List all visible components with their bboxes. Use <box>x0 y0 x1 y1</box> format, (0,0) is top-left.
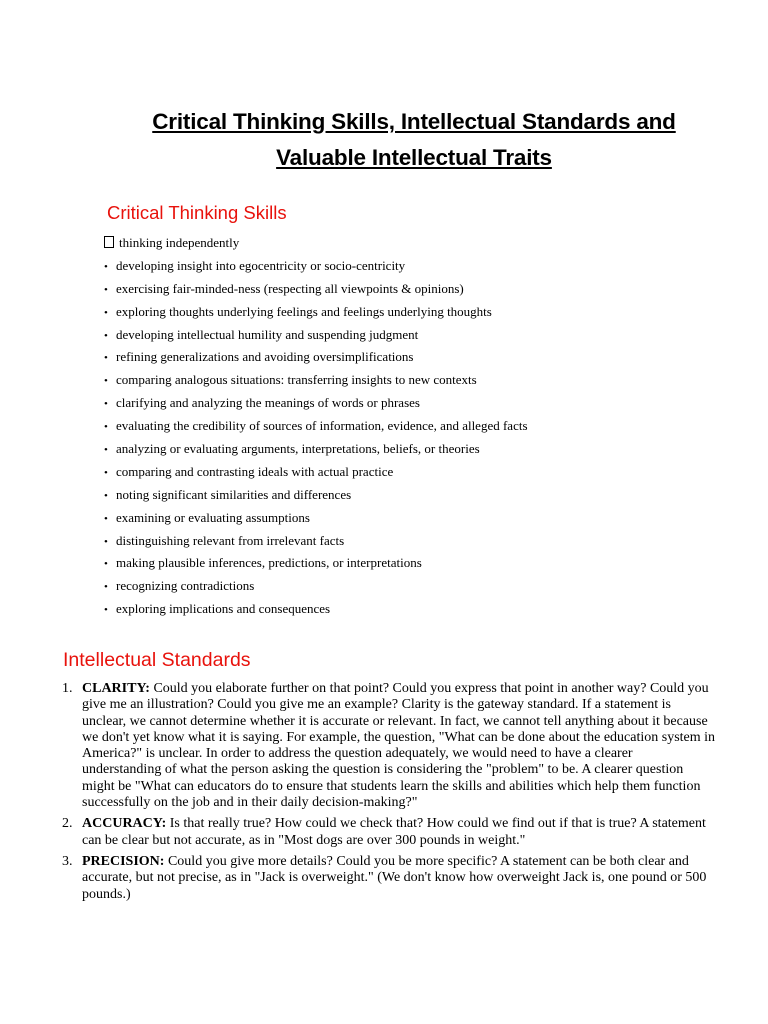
standard-number: 2. <box>62 816 73 832</box>
skill-list-item <box>104 438 528 461</box>
skill-list-item <box>104 415 528 438</box>
standard-term: PRECISION: <box>82 853 165 869</box>
standard-text-line <box>72 816 752 832</box>
standard-term: ACCURACY: <box>82 816 167 832</box>
standard-text-line <box>72 795 752 811</box>
standard-line-text: accurate, but not precise, as in "Jack is overweight." (We don't know how overweight Jack is, one pound or 500 <box>82 870 707 886</box>
missing-glyph-box-icon <box>104 236 114 248</box>
skill-text: noting significant similarities and differences <box>116 486 352 502</box>
document-title-line-2: Valuable Intellectual Traits <box>276 145 552 170</box>
skill-text: refining generalizations and avoiding oversimplifications <box>116 349 414 365</box>
intellectual-standards-list <box>62 681 752 908</box>
critical-thinking-skills-heading: Critical Thinking Skills <box>107 202 287 223</box>
skill-list-item <box>104 461 528 484</box>
skill-list-item <box>104 369 528 392</box>
skill-text: exercising fair-minded-ness (respecting all viewpoints & opinions) <box>116 280 464 296</box>
standard-text-line <box>72 854 752 870</box>
skill-list-item <box>104 392 528 415</box>
document-title <box>60 104 768 176</box>
standard-line-text: might be "What can educators do to ensure that students learn the skills and abilities which help them function <box>82 778 701 794</box>
document-title-line-1: Critical Thinking Skills, Intellectual Standards and <box>152 109 676 134</box>
bullet-icon: • <box>104 421 108 434</box>
skill-list-item <box>104 484 528 507</box>
skill-text: thinking independently <box>119 235 240 250</box>
bullet-icon: • <box>104 375 108 388</box>
skill-text: distinguishing relevant from irrelevant facts <box>116 532 345 548</box>
skill-text: comparing analogous situations: transferring insights to new contexts <box>116 372 477 388</box>
skill-list-item <box>104 301 528 324</box>
skill-list-item <box>104 346 528 369</box>
skill-text: analyzing or evaluating arguments, interpretations, beliefs, or theories <box>116 441 480 457</box>
standard-line-text: successfully on the job and in their daily decision-making?" <box>82 795 418 811</box>
bullet-icon: • <box>104 535 108 548</box>
skill-text: examining or evaluating assumptions <box>116 509 310 525</box>
standard-text-line <box>72 746 752 762</box>
standard-text-line <box>72 730 752 746</box>
skill-text: evaluating the credibility of sources of information, evidence, and alleged facts <box>116 418 528 434</box>
bullet-icon: • <box>104 489 108 502</box>
skill-text: making plausible inferences, predictions, or interpretations <box>116 555 422 571</box>
standard-line-text: Could you elaborate further on that point? Could you express that point in another way? Could you <box>153 681 709 696</box>
standard-body <box>72 681 752 811</box>
skill-text: developing insight into egocentricity or socio-centricity <box>116 257 406 273</box>
bullet-icon: • <box>104 398 108 411</box>
intellectual-standards-heading: Intellectual Standards <box>63 649 251 671</box>
skill-list-item <box>104 324 528 347</box>
standard-text-line <box>72 681 752 697</box>
skill-text: clarifying and analyzing the meanings of words or phrases <box>116 395 420 411</box>
skill-text: exploring implications and consequences <box>116 601 331 617</box>
bullet-icon: • <box>104 260 108 273</box>
bullet-icon: • <box>104 306 108 319</box>
standard-body <box>72 854 752 903</box>
skill-list-item <box>104 507 528 530</box>
skill-text: comparing and contrasting ideals with actual practice <box>116 463 394 479</box>
skill-text: recognizing contradictions <box>116 578 255 594</box>
skill-list-item <box>104 530 528 553</box>
standard-text-line <box>72 833 752 849</box>
standard-line-text: give me an illustration? Could you give me an example? Clarity is the gateway standard. If a statement is <box>82 697 671 713</box>
bullet-icon: • <box>104 329 108 342</box>
skill-list-item <box>104 598 528 621</box>
standard-line-text: understanding of what the person asking the question is considering the "problem" to be. A clearer question <box>82 762 684 778</box>
bullet-icon: • <box>104 283 108 296</box>
bullet-icon: • <box>104 352 108 365</box>
skill-list-item <box>104 575 528 598</box>
bullet-icon: • <box>104 512 108 525</box>
skill-list-item <box>104 552 528 575</box>
skill-list-item <box>104 232 528 255</box>
skill-text: developing intellectual humility and suspending judgment <box>116 326 419 342</box>
standard-list-item <box>62 816 752 849</box>
standard-line-text: can be clear but not accurate, as in "Most dogs are over 300 pounds in weight." <box>82 832 526 848</box>
standard-text-line <box>72 762 752 778</box>
standard-body <box>72 816 752 849</box>
standard-line-text: unclear, we cannot determine whether it is accurate or relevant. In fact, we cannot tell anything about it because <box>82 713 708 729</box>
standard-line-text: we don't yet know what it is saying. For example, the question, "What can be done about the education system in <box>82 729 716 745</box>
standard-list-item <box>62 681 752 811</box>
standard-line-text: Could you give more details? Could you be more specific? A statement can be both clear and <box>167 853 689 869</box>
standard-text-line <box>72 887 752 903</box>
bullet-icon: • <box>104 581 108 594</box>
bullet-icon: • <box>104 558 108 571</box>
skill-list-item <box>104 255 528 278</box>
standard-text-line <box>72 714 752 730</box>
standard-text-line <box>72 870 752 886</box>
bullet-icon: • <box>104 604 108 617</box>
bullet-icon: • <box>104 466 108 479</box>
standard-line-text: pounds.) <box>82 886 131 902</box>
standard-text-line <box>72 779 752 795</box>
standard-list-item <box>62 854 752 903</box>
standard-term: CLARITY: <box>82 681 150 696</box>
standard-line-text: America?" is unclear. In order to address the question adequately, we would need to have a clearer <box>82 746 633 762</box>
critical-thinking-skills-list <box>104 232 528 621</box>
standard-number: 3. <box>62 853 73 869</box>
standard-number: 1. <box>62 681 73 696</box>
bullet-icon: • <box>104 444 108 457</box>
skill-text: exploring thoughts underlying feelings and feelings underlying thoughts <box>116 303 492 319</box>
standard-line-text: Is that really true? How could we check that? How could we find out if that is true? A statement <box>169 816 706 832</box>
skill-list-item <box>104 278 528 301</box>
standard-text-line <box>72 697 752 713</box>
